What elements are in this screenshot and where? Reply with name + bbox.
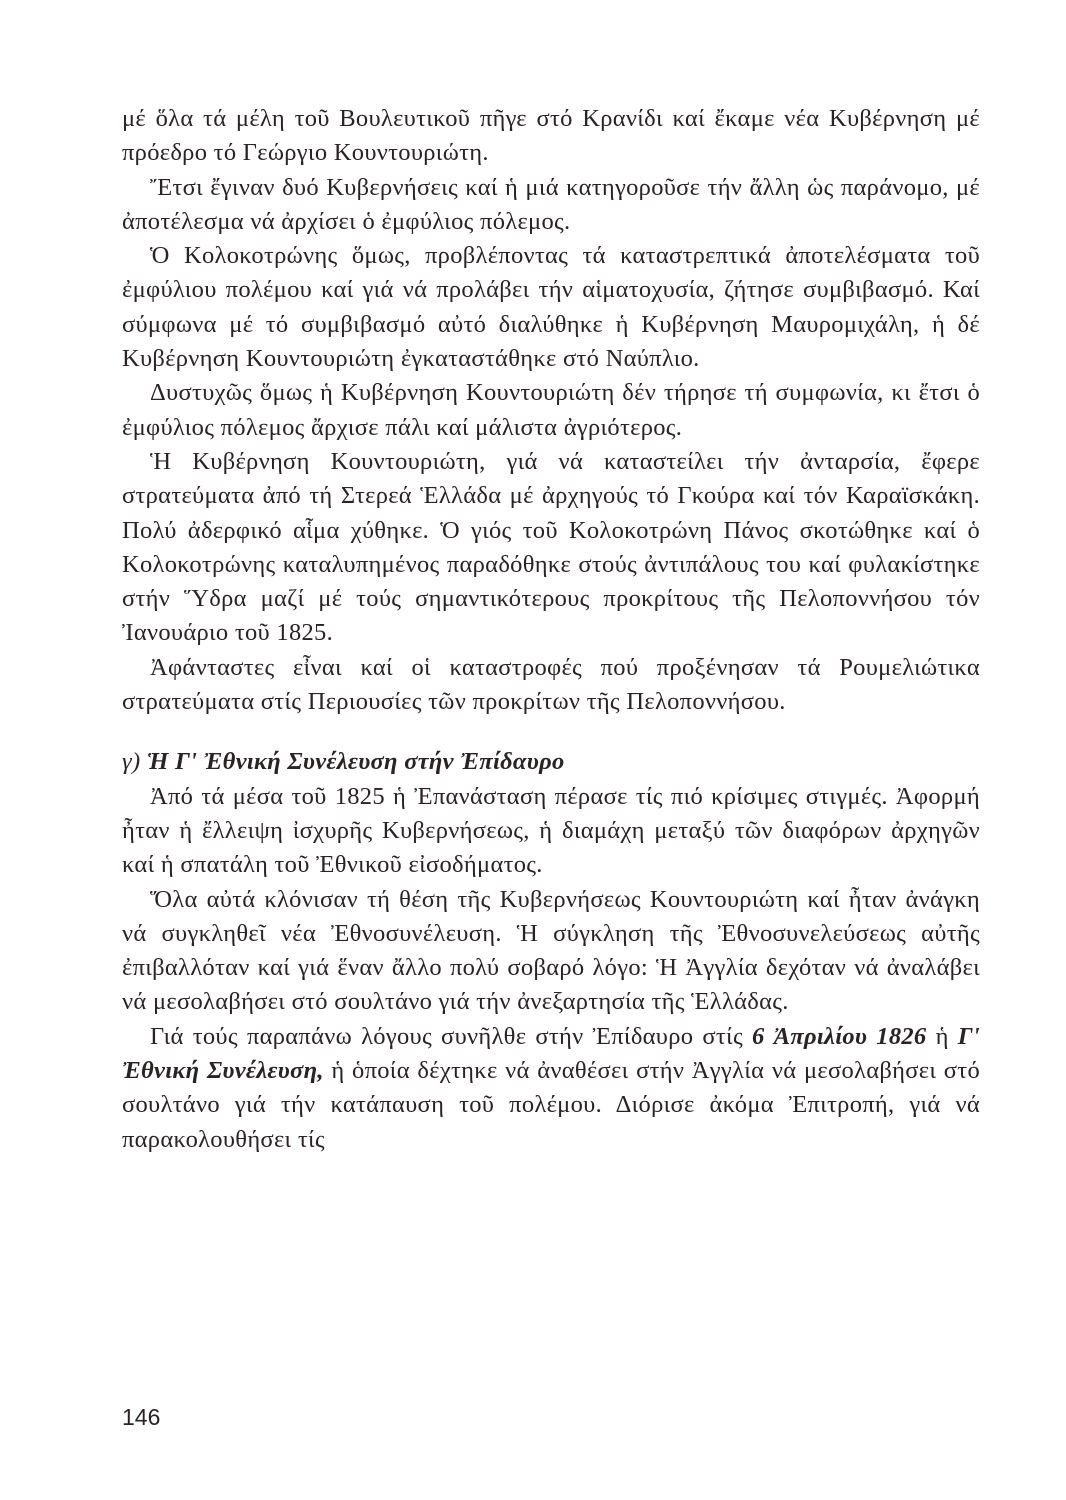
paragraph: Ἡ Κυβέρνηση Κουντουριώτη, γιά νά καταστείλει τήν ἀνταρσία, ἔφερε στρατεύματα ἀπό τή Στερεά Ἑλλάδα μέ ἀρχηγούς τό Γκούρα καί τόν Καραϊσκάκη. Πολύ ἀδερφικό αἷμα χύθηκε. Ὁ γιός τοῦ Κολοκοτρώνη Πάνος σκοτώθηκε καί ὁ Κολοκοτρώνης καταλυπημένος παραδόθηκε στούς ἀντιπάλους του καί φυλακίστηκε στήν Ὕδρα μαζί μέ τούς σημαντικότερους προκρίτους τῆς Πελοποννήσου τόν Ἰανουάριο τοῦ 1825. <box>122 447 980 647</box>
section-heading-title: Ἡ Γ' Ἐθνική Συνέλευση στήν Ἐπίδαυρο <box>146 748 565 776</box>
assembly-emphasis: Γ' Ἐθνική Συνέλευση, <box>122 1022 980 1085</box>
paragraph: Ὁ Κολοκοτρώνης ὅμως, προβλέποντας τά καταστρεπτικά ἀποτελέσματα τοῦ ἐμφύλιου πολέμου καί γιά νά προλάβει τήν αἱματοχυσία, ζήτησε συμβιβασμό. Καί σύμφωνα μέ τό συμβιβασμό αὐτό διαλύθηκε ἡ Κυβέρνηση Μαυρομιχάλη, ἡ δέ Κυβέρνηση Κουντουριώτη ἐγκαταστάθηκε στό Ναύπλιο. <box>122 242 980 373</box>
page-number: 146 <box>122 1404 161 1430</box>
section-heading <box>122 745 980 779</box>
date-emphasis: 6 Ἀπριλίου 1826 <box>752 1022 927 1050</box>
paragraph: Ὅλα αὐτά κλόνισαν τή θέση τῆς Κυβερνήσεως Κουντουριώτη καί ἦταν ἀνάγκη νά συγκληθεῖ νέα Ἐθνοσυνέλευση. Ἡ σύγκληση τῆς Ἐθνοσυνελεύσεως αὐτῆς ἐπιβαλλόταν καί γιά ἕναν ἄλλο πολύ σοβαρό λόγο: Ἡ Ἀγγλία δεχόταν νά ἀναλάβει νά μεσολαβήσει στό σουλτάνο γιά τήν ἀνεξαρτησία τῆς Ἑλλάδας. <box>122 885 980 1016</box>
section-heading-prefix: γ) <box>122 748 147 776</box>
paragraph-text: Γιά τούς παραπάνω λόγους συνῆλθε στήν Ἐπίδαυρο στίς <box>150 1022 753 1050</box>
paragraph-text: ἡ <box>926 1022 958 1050</box>
paragraph-final <box>122 1020 980 1157</box>
paragraph: Ἀφάνταστες εἶναι καί οἱ καταστροφές πού προξένησαν τά Ρουμελιώτικα στρατεύματα στίς Περιουσίες τῶν προκρίτων τῆς Πελοποννήσου. <box>122 653 980 716</box>
paragraph: Ἔτσι ἔγιναν δυό Κυβερνήσεις καί ἡ μιά κατηγοροῦσε τήν ἄλλη ὡς παράνομο, μέ ἀποτέλεσμα νά ἀρχίσει ὁ ἐμφύλιος πόλεμος. <box>122 173 980 235</box>
page-body <box>122 102 980 1157</box>
paragraph-text: ἡ ὁποία δέχτηκε νά ἀναθέσει στήν Ἀγγλία νά μεσολαβήσει στό σουλτάνο γιά τήν κατάπαυση τοῦ πολέμου. Διόρισε ἀκόμα Ἐπιτροπή, γιά νά παρακολουθήσει τίς <box>122 1057 981 1153</box>
paragraph: Ἀπό τά μέσα τοῦ 1825 ἡ Ἐπανάσταση πέρασε τίς πιό κρίσιμες στιγμές. Ἀφορμή ἦταν ἡ ἔλλειψη ἰσχυρῆς Κυβερνήσεως, ἡ διαμάχη μεταξύ τῶν διαφόρων ἀρχηγῶν καί ἡ σπατάλη τοῦ Ἐθνικοῦ εἰσοδήματος. <box>122 782 980 879</box>
paragraph-continuation: μέ ὅλα τά μέλη τοῦ Βουλευτικοῦ πῆγε στό Κρανίδι καί ἔκαμε νέα Κυβέρνηση μέ πρόεδρο τό Γεώργιο Κουντουριώτη. <box>122 105 980 167</box>
paragraph: Δυστυχῶς ὅμως ἡ Κυβέρνηση Κουντουριώτη δέν τήρησε τή συμφωνία, κι ἔτσι ὁ ἐμφύλιος πόλεμος ἄρχισε πάλι καί μάλιστα ἀγριότερος. <box>122 379 980 441</box>
